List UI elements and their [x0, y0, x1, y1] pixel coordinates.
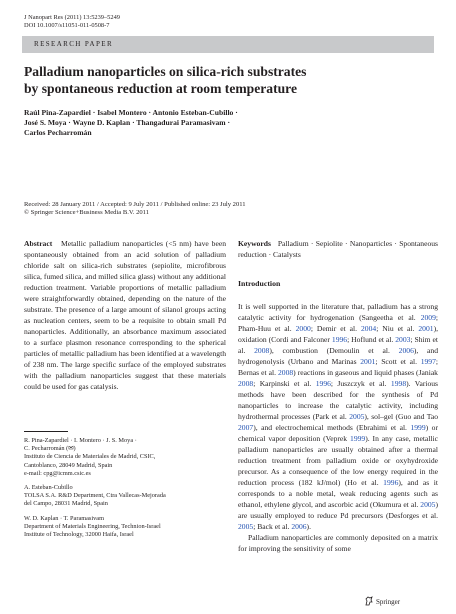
- author-affiliations: [24, 437, 224, 545]
- affiliation-block: R. Pina-Zapardiel · I. Montero · J. S. Moya · C. Pecharromán (✉) Instituto de Ciencia de Materiales de Madrid, CSIC, Cantoblanco, 28049 Madrid, Spain e-mail: cpg@icmm.csic.es: [24, 437, 156, 477]
- journal-header: [24, 14, 120, 30]
- article-type-banner: [22, 36, 434, 53]
- section-heading-introduction: Introduction: [238, 279, 281, 288]
- article-type-label: RESEARCH PAPER: [34, 40, 114, 48]
- citation-link[interactable]: 2008: [254, 346, 270, 355]
- abstract: [24, 238, 226, 392]
- title-line: by spontaneous reduction at room temperature: [24, 81, 298, 96]
- paper-title: [24, 63, 444, 97]
- citation-link[interactable]: 2005: [238, 522, 254, 531]
- citation-link[interactable]: 2001: [360, 357, 376, 366]
- citation-link[interactable]: 2003: [395, 335, 411, 344]
- citation-link[interactable]: 2000: [295, 324, 311, 333]
- keywords: [238, 238, 438, 260]
- citation-link[interactable]: 2005: [420, 500, 436, 509]
- citation-link[interactable]: 2004: [361, 324, 377, 333]
- affiliation-block: W. D. Kaplan · T. Paramasivam Department of Materials Engineering, Technion-Israel Institute of Technology, 32000 Haifa, Israel: [24, 514, 161, 539]
- citation-link[interactable]: 1999: [410, 423, 426, 432]
- abstract-heading: Abstract: [24, 239, 53, 248]
- citation-link[interactable]: 1999: [350, 434, 366, 443]
- contact-email[interactable]: e-mail: cpg@icmm.csic.es: [24, 469, 91, 477]
- citation-link[interactable]: 1996: [315, 379, 331, 388]
- abstract-text: Metallic palladium nanoparticles (<5 nm) have been spontaneously obtained from an acid solution of palladium chloride salt on silica-rich substrates (sepiolite, microfibrous silica, fumed silica, and milled silica glass) without any additional reduction treatment. Variable proportions of metallic palladium were straightforwardly obtained, depending on the nature of the substrate. The presence of a large amount of silanol groups acting as nucleation centers, seem to be a requisite to obtain small Pd nanoparticles. Additionally, an absorbance maximum associated to a surface plasmon resonance corresponding to the spherical particles of metallic palladium has been identified at a wavelength of 238 nm. The large specific surface of the employed substrates with the palladium nanoparticles suggest that these materials could be used for gas catalysis.: [24, 239, 226, 391]
- keywords-heading: Keywords: [238, 239, 271, 248]
- citation-link[interactable]: 1998: [390, 379, 407, 388]
- citation-link[interactable]: 2009: [420, 313, 436, 322]
- intro-paragraph: It is well supported in the literature that, palladium has a strong catalytic activity for hydrogenation (Sangeetha et al. 2009; Pham-Huu et al. 2000; Demir et al. 2004; Niu et al. 2001), oxidation (Cordi and Falconer 1996; Hoflund et al. 2003; Shim et al. 2008), combustion (Demoulin et al. 2006), and hydrogenolysis (Urbano and Marinas 2001; Scott et al. 1997; Bernas et al. 2008) reactions in gaseous and liquid phases (Janiak 2008; Karpinski et al. 1996; Juszczyk et al. 1998). Various methods have been described for the synthesis of Pd nanoparticles to increase the catalytic activity, including hydrothermal processes (Park et al. 2005), sol–gel (Guo and Tao 2007), and electrochemical methods (Ebrahimi et al. 1999) or chemical vapor deposition (Veprek 1999). In any case, metallic palladium nanoparticles are usually obtained after a thermal reduction treatment from palladium oxide or oxyhydroxide precursor. As a consequence of the low energy required in the reduction process (182 kJ/mol) (Ho et al. 1996), and as it corresponds to a noble metal, weak reducing agents such as ethanol, ethylene glycol, and ascorbic acid (Okumura et al. 2005) are usually employed to reduce Pd precursors (Desforges et al. 2005; Back et al. 2006).: [238, 302, 439, 531]
- author-line: José S. Moya · Wayne D. Kaplan · Thangadurai Paramasivam ·: [24, 118, 231, 127]
- affiliation-block: A. Esteban-Cubillo TOLSA S.A. R&D Department, Ctra Vallecas-Mejorada del Campo, 28031 Madrid, Spain: [24, 484, 166, 508]
- citation-link[interactable]: 1996: [331, 335, 348, 344]
- springer-horse-icon: [364, 596, 374, 606]
- citation-link[interactable]: 2006: [291, 522, 307, 531]
- publication-dates: [24, 201, 246, 218]
- publisher-name: Springer: [376, 598, 401, 606]
- citation-link[interactable]: 1997: [420, 357, 436, 366]
- citation-link[interactable]: 2008: [277, 368, 294, 377]
- citation-link[interactable]: 2005: [349, 412, 365, 421]
- citation-link[interactable]: 2001: [418, 324, 434, 333]
- copyright-line: © Springer Science+Business Media B.V. 2011: [24, 209, 150, 217]
- doi-line: DOI 10.1007/s11051-011-0508-7: [24, 22, 110, 29]
- journal-citation: J Nanopart Res (2011) 13:5239–5249: [24, 14, 120, 21]
- citation-link[interactable]: 2007: [238, 423, 254, 432]
- citation-link[interactable]: 1996: [383, 478, 399, 487]
- publisher-logo: [364, 596, 400, 606]
- introduction-body: [238, 301, 438, 554]
- citation-link[interactable]: 2006: [398, 346, 414, 355]
- footnote-divider: [24, 431, 68, 432]
- author-line: Raúl Pina-Zapardiel · Isabel Montero · Antonio Esteban-Cubillo ·: [24, 108, 238, 117]
- citation-link[interactable]: 2008: [238, 379, 254, 388]
- keywords-text: Palladium · Sepiolite · Nanoparticles · Spontaneous reduction · Catalysts: [238, 239, 439, 259]
- author-list: [24, 108, 354, 138]
- intro-paragraph: Palladium nanoparticles are commonly deposited on a matrix for improving the sensitivity of some: [238, 533, 438, 553]
- title-line: Palladium nanoparticles on silica-rich substrates: [24, 64, 307, 79]
- author-line: Carlos Pecharromán: [24, 128, 92, 137]
- received-accepted-line: Received: 28 January 2011 / Accepted: 9 July 2011 / Published online: 23 July 2011: [24, 201, 246, 208]
